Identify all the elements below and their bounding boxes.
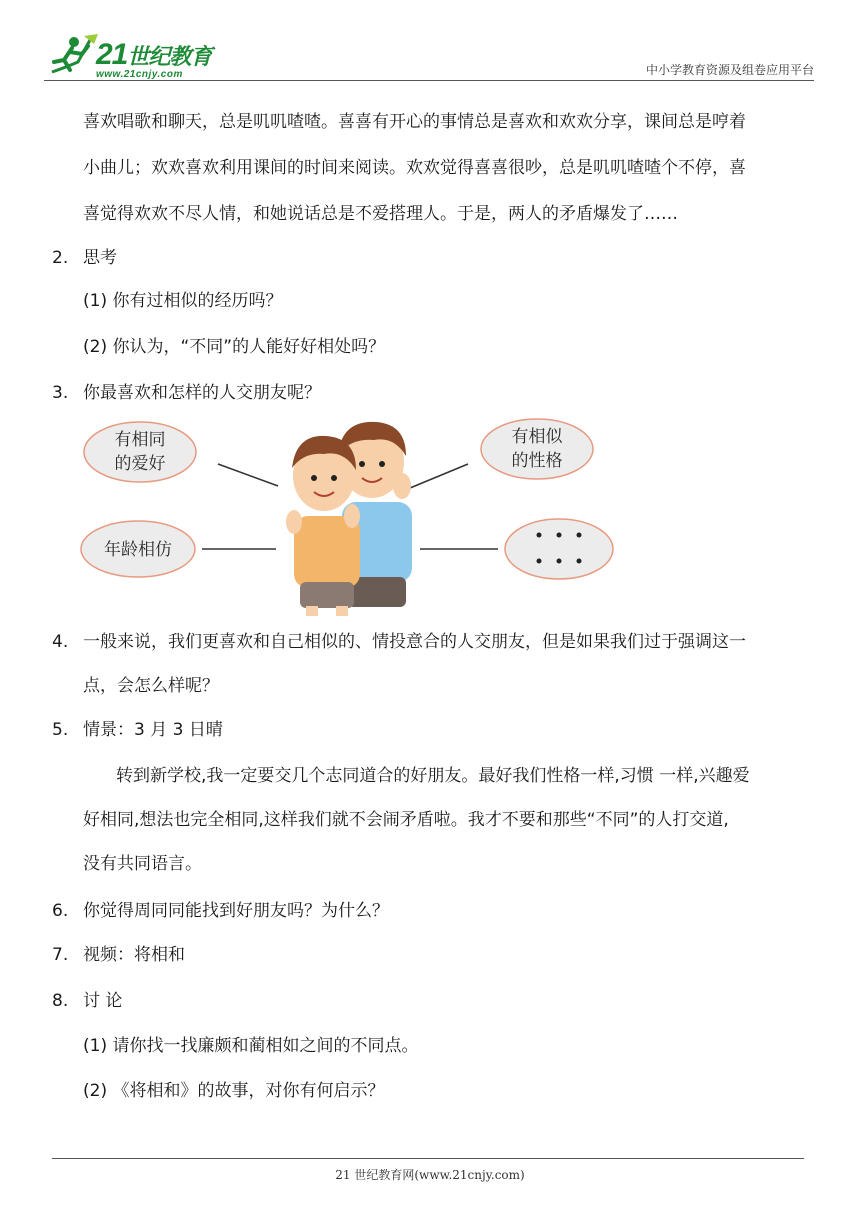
item-8-text: 讨 论 [83, 991, 123, 1011]
item-2-sub-1: (1) 你有过相似的经历吗？ [83, 291, 283, 311]
connector-line-tl [218, 464, 278, 486]
logo-url: www.21cnjy.com [96, 69, 183, 80]
item-5-para-2: 好相同,想法也完全相同,这样我们就不会闹矛盾啦。我才不要和那些“不同”的人打交道, [83, 810, 729, 830]
item-number-4: 4. [52, 632, 69, 652]
site-logo[interactable] [44, 32, 214, 78]
item-number-6: 6. [52, 901, 69, 921]
intro-line-2: 小曲儿；欢欢喜欢利用课间的时间来阅读。欢欢觉得喜喜很吵，总是叽叽喳喳个不停，喜 [83, 158, 746, 178]
item-number-7: 7. [52, 945, 69, 965]
intro-line-3: 喜觉得欢欢不尽人情，和她说话总是不爱搭理人。于是，两人的矛盾爆发了…… [83, 204, 678, 224]
two-boys-icon [286, 422, 412, 616]
logo-wordmark: 21世纪教育 [96, 38, 212, 71]
bubble-similar-age [81, 521, 195, 577]
svg-text:有相似: 有相似 [511, 427, 563, 447]
svg-text:有相同: 有相同 [114, 430, 166, 450]
item-2-sub-2: (2) 你认为，“不同”的人能好好相处吗？ [83, 337, 386, 357]
svg-text:年龄相仿: 年龄相仿 [104, 540, 172, 560]
bubble-ellipsis [505, 519, 613, 579]
header-platform-text: 中小学教育资源及组卷应用平台 [645, 63, 814, 77]
item-8-sub-2: (2) 《将相和》的故事，对你有何启示？ [83, 1081, 385, 1101]
item-4-line-2: 点，会怎么样呢？ [83, 676, 219, 696]
item-4-line-1: 一般来说，我们更喜欢和自己相似的、情投意合的人交朋友，但是如果我们过于强调这一 [83, 632, 746, 652]
item-5-para-3: 没有共同语言。 [83, 854, 202, 874]
item-5-para-1: 转到新学校,我一定要交几个志同道合的好朋友。最好我们性格一样,习惯 一样,兴趣爱 [116, 766, 750, 786]
svg-text:的性格: 的性格 [511, 451, 563, 471]
item-number-5: 5. [52, 720, 69, 740]
item-number-8: 8. [52, 991, 69, 1011]
item-number-3: 3. [52, 383, 69, 403]
svg-text:的爱好: 的爱好 [114, 454, 166, 474]
item-6-text: 你觉得周同同能找到好朋友吗？为什么？ [83, 901, 389, 921]
footer-site-link[interactable]: 21 世纪教育网(www.21cnjy.com) [335, 1168, 525, 1182]
item-2-text: 思考 [83, 248, 117, 268]
item-number-2: 2. [52, 248, 69, 268]
bubble-similar-personality [481, 419, 593, 479]
bubble-same-hobby [84, 422, 196, 482]
connector-line-tr [410, 464, 468, 488]
item-8-sub-1: (1) 请你找一找廉颇和蔺相如之间的不同点。 [83, 1036, 419, 1056]
page-header [44, 28, 814, 80]
friendship-illustration [80, 412, 640, 617]
runner-icon [44, 32, 104, 78]
item-5-text: 情景：3 月 3 日晴 [83, 720, 223, 740]
item-7-text: 视频：将相和 [83, 945, 185, 965]
header-divider [44, 80, 814, 81]
footer-divider [52, 1158, 804, 1159]
intro-line-1: 喜欢唱歌和聊天，总是叽叽喳喳。喜喜有开心的事情总是喜欢和欢欢分享，课间总是哼着 [83, 112, 746, 132]
item-3-text: 你最喜欢和怎样的人交朋友呢？ [83, 383, 321, 403]
